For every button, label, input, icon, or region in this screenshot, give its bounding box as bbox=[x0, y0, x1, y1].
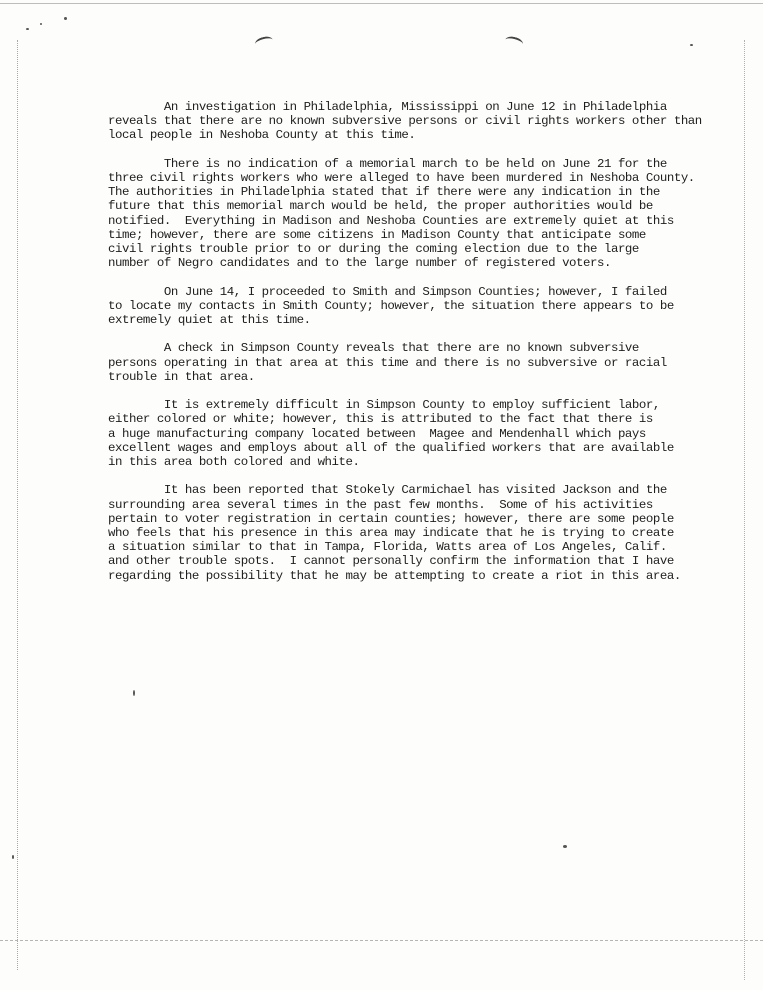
scan-speck bbox=[26, 28, 29, 30]
scan-speck bbox=[64, 17, 67, 20]
scan-edge-top bbox=[0, 3, 763, 4]
paragraph-3 bbox=[108, 285, 708, 328]
text-line: local people in Neshoba County at this time. bbox=[108, 128, 416, 143]
scan-speck bbox=[133, 690, 135, 696]
text-line: civil rights trouble prior to or during the coming election due to the large bbox=[108, 242, 639, 257]
scan-speck bbox=[40, 23, 42, 25]
punch-hole-mark-left bbox=[254, 35, 274, 49]
text-line: excellent wages and employs about all of the qualified workers that are available bbox=[108, 440, 674, 455]
text-line: either colored or white; however, this is attributed to the fact that there is bbox=[108, 412, 653, 427]
text-line: a huge manufacturing company located between Magee and Mendenhall which pays bbox=[108, 426, 646, 441]
text-line: An investigation in Philadelphia, Mississippi on June 12 in Philadelphia bbox=[108, 100, 667, 114]
text-line: number of Negro candidates and to the large number of registered voters. bbox=[108, 256, 611, 271]
scan-edge-bottom bbox=[0, 940, 763, 941]
text-line: notified. Everything in Madison and Neshoba Counties are extremely quiet at this bbox=[108, 213, 674, 228]
text-line: pertain to voter registration in certain counties; however, there are some people bbox=[108, 511, 674, 526]
text-line: trouble in that area. bbox=[108, 369, 255, 384]
paragraph-6 bbox=[108, 483, 708, 582]
text-line: The authorities in Philadelphia stated that if there were any indication in the bbox=[108, 185, 660, 200]
text-line: extremely quiet at this time. bbox=[108, 313, 311, 328]
text-line: who feels that his presence in this area may indicate that he is trying to create bbox=[108, 526, 674, 541]
letter-body bbox=[108, 100, 708, 597]
paragraph-1 bbox=[108, 100, 708, 143]
paragraph-2 bbox=[108, 157, 708, 271]
scan-speck bbox=[12, 855, 14, 859]
text-line: There is no indication of a memorial march to be held on June 21 for the bbox=[108, 156, 667, 171]
punch-hole-mark-right bbox=[504, 35, 524, 49]
text-line: time; however, there are some citizens in Madison County that anticipate some bbox=[108, 227, 646, 242]
text-line: regarding the possibility that he may be attempting to create a riot in this area. bbox=[108, 568, 681, 583]
paragraph-4 bbox=[108, 341, 708, 384]
text-line: future that this memorial march would be held, the proper authorities would be bbox=[108, 199, 653, 214]
text-line: It is extremely difficult in Simpson County to employ sufficient labor, bbox=[108, 398, 660, 413]
paragraph-5 bbox=[108, 398, 708, 469]
text-line: three civil rights workers who were alleged to have been murdered in Neshoba County. bbox=[108, 171, 695, 185]
scan-edge-right bbox=[744, 40, 745, 980]
text-line: persons operating in that area at this time and there is no subversive or racial bbox=[108, 355, 667, 370]
text-line: reveals that there are no known subversive persons or civil rights workers other than bbox=[108, 114, 702, 129]
text-line: surrounding area several times in the past few months. Some of his activities bbox=[108, 497, 653, 512]
scan-edge-left bbox=[17, 40, 18, 970]
text-line: and other trouble spots. I cannot personally confirm the information that I have bbox=[108, 554, 674, 569]
text-line: to locate my contacts in Smith County; however, the situation there appears to be bbox=[108, 298, 674, 313]
scan-speck bbox=[690, 44, 693, 46]
text-line: On June 14, I proceeded to Smith and Simpson Counties; however, I failed bbox=[108, 284, 667, 299]
text-line: A check in Simpson County reveals that there are no known subversive bbox=[108, 341, 639, 356]
text-line: in this area both colored and white. bbox=[108, 455, 360, 470]
text-line: It has been reported that Stokely Carmichael has visited Jackson and the bbox=[108, 483, 667, 498]
scan-speck bbox=[563, 845, 567, 848]
text-line: a situation similar to that in Tampa, Florida, Watts area of Los Angeles, Calif. bbox=[108, 540, 667, 555]
